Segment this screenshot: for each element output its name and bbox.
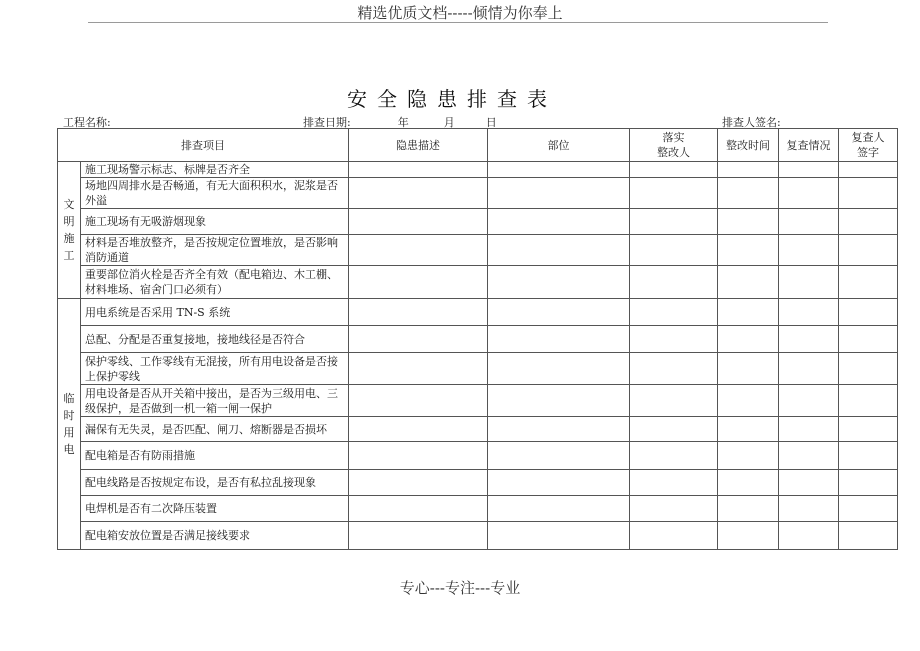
entry-cell[interactable] [839, 353, 898, 385]
date-month: 月 [443, 116, 455, 129]
date-year: 年 [397, 116, 409, 129]
entry-cell[interactable] [718, 326, 779, 353]
entry-cell[interactable] [839, 209, 898, 235]
entry-cell[interactable] [630, 353, 718, 385]
entry-cell[interactable] [630, 162, 718, 178]
entry-cell[interactable] [488, 266, 630, 299]
entry-cell[interactable] [779, 266, 839, 299]
entry-cell[interactable] [349, 353, 488, 385]
header-row [58, 129, 898, 162]
entry-cell[interactable] [488, 470, 630, 496]
entry-cell[interactable] [718, 417, 779, 442]
entry-cell[interactable] [488, 162, 630, 178]
date-day: 日 [485, 116, 497, 129]
entry-cell[interactable] [349, 522, 488, 550]
inspection-item: 漏保有无失灵，是否匹配、闸刀、熔断器是否损坏 [81, 417, 349, 442]
entry-cell[interactable] [839, 385, 898, 417]
entry-cell[interactable] [630, 385, 718, 417]
entry-cell[interactable] [839, 326, 898, 353]
table-row [58, 162, 898, 178]
entry-cell[interactable] [779, 496, 839, 522]
entry-cell[interactable] [718, 470, 779, 496]
entry-cell[interactable] [488, 385, 630, 417]
column-header: 复查人 签字 [839, 129, 898, 162]
category-cell [58, 299, 81, 550]
project-name-label: 工程名称: [63, 116, 111, 129]
entry-cell[interactable] [779, 326, 839, 353]
table-row [58, 470, 898, 496]
entry-cell[interactable] [839, 417, 898, 442]
entry-cell[interactable] [718, 353, 779, 385]
table-row [58, 442, 898, 470]
document-banner: 精选优质文档-----倾情为你奉上 [357, 4, 563, 22]
entry-cell[interactable] [718, 235, 779, 266]
table-row [58, 209, 898, 235]
entry-cell[interactable] [839, 266, 898, 299]
entry-cell[interactable] [349, 178, 488, 209]
entry-cell[interactable] [349, 326, 488, 353]
category-cell [58, 162, 81, 299]
entry-cell[interactable] [349, 470, 488, 496]
inspection-item: 用电系统是否采用 TN-S 系统 [81, 299, 349, 326]
table-row [58, 178, 898, 209]
entry-cell[interactable] [839, 235, 898, 266]
entry-cell[interactable] [779, 209, 839, 235]
entry-cell[interactable] [718, 266, 779, 299]
entry-cell[interactable] [349, 385, 488, 417]
page-title: 安全隐患排查表 [347, 87, 557, 111]
inspection-item: 场地四周排水是否畅通，有无大面积积水，泥浆是否外溢 [81, 178, 349, 209]
entry-cell[interactable] [630, 235, 718, 266]
entry-cell[interactable] [349, 299, 488, 326]
category-label: 文明施工 [63, 198, 75, 262]
inspection-item: 用电设备是否从开关箱中接出，是否为三级用电、三级保护，是否做到一机一箱一闸一保护 [81, 385, 349, 417]
entry-cell[interactable] [779, 353, 839, 385]
inspection-item: 施工现场警示标志、标牌是否齐全 [81, 162, 349, 178]
entry-cell[interactable] [779, 385, 839, 417]
inspection-item: 材料是否堆放整齐，是否按规定位置堆放，是否影响消防通道 [81, 235, 349, 266]
inspector-signature-label: 排查人签名: [722, 116, 781, 129]
entry-cell[interactable] [488, 522, 630, 550]
entry-cell[interactable] [630, 522, 718, 550]
category-label: 临时用电 [63, 392, 75, 456]
entry-cell[interactable] [349, 417, 488, 442]
entry-cell[interactable] [488, 442, 630, 470]
entry-cell[interactable] [718, 299, 779, 326]
entry-cell[interactable] [630, 442, 718, 470]
entry-cell[interactable] [630, 326, 718, 353]
document-footer: 专心---专注---专业 [399, 579, 521, 597]
header-divider [88, 22, 828, 23]
entry-cell[interactable] [779, 299, 839, 326]
entry-cell[interactable] [630, 496, 718, 522]
inspection-item: 保护零线、工作零线有无混接，所有用电设备是否接上保护零线 [81, 353, 349, 385]
column-header: 落实 整改人 [630, 129, 718, 162]
entry-cell[interactable] [718, 209, 779, 235]
inspection-item: 配电线路是否按规定布设，是否有私拉乱接现象 [81, 470, 349, 496]
inspection-item: 总配、分配是否重复接地，接地线径是否符合 [81, 326, 349, 353]
column-header: 隐患描述 [349, 129, 488, 162]
table-row [58, 417, 898, 442]
entry-cell[interactable] [718, 162, 779, 178]
entry-cell[interactable] [488, 178, 630, 209]
entry-cell[interactable] [630, 299, 718, 326]
inspection-item: 配电箱是否有防雨措施 [81, 442, 349, 470]
entry-cell[interactable] [718, 442, 779, 470]
entry-cell[interactable] [630, 266, 718, 299]
entry-cell[interactable] [349, 162, 488, 178]
entry-cell[interactable] [488, 496, 630, 522]
entry-cell[interactable] [779, 235, 839, 266]
inspection-item: 施工现场有无吸游烟现象 [81, 209, 349, 235]
table-row [58, 235, 898, 266]
table-row [58, 266, 898, 299]
entry-cell[interactable] [349, 496, 488, 522]
entry-cell[interactable] [349, 442, 488, 470]
inspection-item: 配电箱安放位置是否满足接线要求 [81, 522, 349, 550]
table-row [58, 353, 898, 385]
entry-cell[interactable] [488, 353, 630, 385]
entry-cell[interactable] [839, 442, 898, 470]
inspection-table [57, 128, 898, 550]
entry-cell[interactable] [839, 496, 898, 522]
table-row [58, 299, 898, 326]
entry-cell[interactable] [779, 162, 839, 178]
entry-cell[interactable] [630, 417, 718, 442]
table-row [58, 496, 898, 522]
column-header: 部位 [488, 129, 630, 162]
inspection-item: 电焊机是否有二次降压装置 [81, 496, 349, 522]
entry-cell[interactable] [488, 299, 630, 326]
entry-cell[interactable] [718, 385, 779, 417]
inspection-item: 重要部位消火栓是否齐全有效（配电箱边、木工棚、材料堆场、宿舍门口必须有） [81, 266, 349, 299]
entry-cell[interactable] [488, 326, 630, 353]
entry-cell[interactable] [349, 266, 488, 299]
entry-cell[interactable] [839, 470, 898, 496]
column-header: 复查情况 [779, 129, 839, 162]
entry-cell[interactable] [718, 178, 779, 209]
entry-cell[interactable] [718, 496, 779, 522]
table-row [58, 326, 898, 353]
inspection-date-label: 排查日期: [303, 116, 351, 129]
table-row [58, 522, 898, 550]
entry-cell[interactable] [630, 209, 718, 235]
entry-cell[interactable] [779, 522, 839, 550]
entry-cell[interactable] [839, 522, 898, 550]
column-header: 排查项目 [58, 129, 349, 162]
column-header: 整改时间 [718, 129, 779, 162]
entry-cell[interactable] [779, 442, 839, 470]
entry-cell[interactable] [779, 417, 839, 442]
entry-cell[interactable] [488, 235, 630, 266]
entry-cell[interactable] [779, 470, 839, 496]
entry-cell[interactable] [718, 522, 779, 550]
entry-cell[interactable] [488, 417, 630, 442]
entry-cell[interactable] [488, 209, 630, 235]
entry-cell[interactable] [630, 178, 718, 209]
entry-cell[interactable] [349, 209, 488, 235]
entry-cell[interactable] [630, 470, 718, 496]
entry-cell[interactable] [839, 299, 898, 326]
table-row [58, 385, 898, 417]
entry-cell[interactable] [779, 178, 839, 209]
entry-cell[interactable] [839, 178, 898, 209]
entry-cell[interactable] [839, 162, 898, 178]
entry-cell[interactable] [349, 235, 488, 266]
